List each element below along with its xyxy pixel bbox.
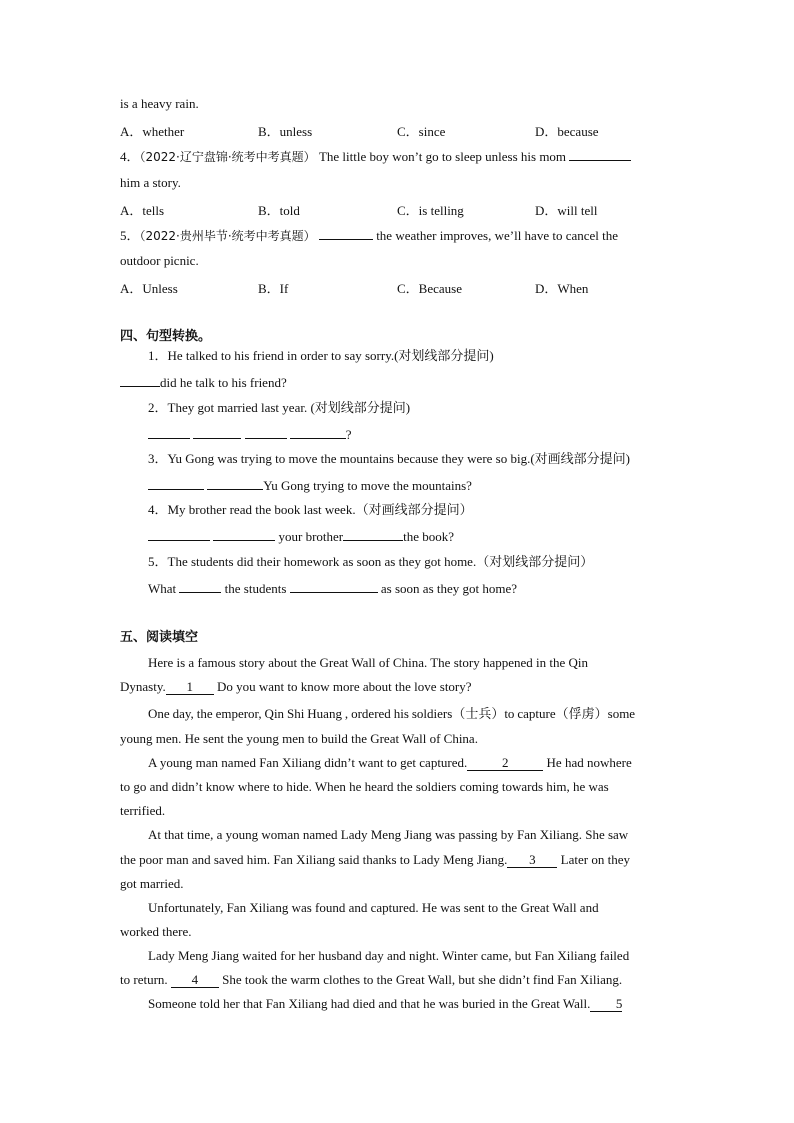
- s4-q1-blank[interactable]: [120, 374, 160, 387]
- section-4-title: 四、句型转换。: [120, 329, 212, 344]
- s4-q4-blank-1[interactable]: [148, 528, 210, 541]
- s5-p4-line-3: got married.: [120, 876, 184, 891]
- s5-p2-line-2: young men. He sent the young men to build the Great Wall of China.: [120, 731, 478, 746]
- s4-q5-a: What: [148, 581, 177, 596]
- q4-stem: [120, 148, 631, 165]
- s4-q4-mid: your brother: [278, 529, 344, 544]
- s4-q2-end: ?: [345, 427, 352, 442]
- s5-p3-line-2: to go and didn’t know where to hide. When he heard the soldiers coming towards him, he was: [120, 779, 609, 794]
- s5-blank-3[interactable]: 3: [507, 853, 557, 868]
- q5-option-a: A．Unless: [120, 281, 178, 296]
- s5-p5-line-1: Unfortunately, Fan Xiliang was found and captured. He was sent to the Great Wall and: [148, 900, 599, 915]
- q3-options: [120, 121, 680, 137]
- s5-blank-4[interactable]: 4: [171, 973, 219, 988]
- q4-number: 4．: [120, 149, 140, 164]
- s4-q2-blank-3[interactable]: [245, 426, 287, 439]
- s5-p4-pre: the poor man and saved him. Fan Xiliang said thanks to Lady Meng Jiang.: [120, 852, 508, 867]
- s4-q3-answer-text: Yu Gong trying to move the mountains?: [263, 478, 472, 493]
- q3-continuation: is a heavy rain.: [120, 96, 199, 111]
- q5-options: [120, 278, 680, 294]
- q5-text: the weather improves, we’ll have to cancel the: [376, 228, 619, 243]
- q4-option-a: A．tells: [120, 203, 165, 218]
- s4-q3-blank-2[interactable]: [207, 477, 263, 490]
- s5-p7-line-1: [148, 996, 622, 1012]
- s5-p3-pre: A young man named Fan Xiliang didn’t want to get captured.: [148, 755, 468, 770]
- s5-p4-post: Later on they: [560, 852, 630, 867]
- s5-p3-post: He had nowhere: [546, 755, 632, 770]
- s4-q4-answer: [148, 528, 454, 545]
- s5-p3-line-3: terrified.: [120, 803, 166, 818]
- q4-option-b: B．told: [258, 203, 300, 218]
- s4-q2-answer: [148, 426, 352, 443]
- section-5-title: 五、阅读填空: [120, 630, 199, 645]
- s4-q5-b: the students: [224, 581, 287, 596]
- s4-q5-c: as soon as they got home?: [380, 581, 518, 596]
- s4-q5-blank-1[interactable]: [179, 580, 221, 593]
- q5-option-d: D．When: [535, 281, 589, 296]
- s4-q2-blank-1[interactable]: [148, 426, 190, 439]
- s5-p1-line-1: Here is a famous story about the Great Wall of China. The story happened in the Qin: [148, 655, 589, 670]
- s5-p5-line-2: worked there.: [120, 924, 192, 939]
- s4-q2: 2．They got married last year. (对划线部分提问): [148, 400, 411, 415]
- q5-continuation: outdoor picnic.: [120, 253, 199, 268]
- s4-q4: 4．My brother read the book last week.（对画线部分提问）: [148, 502, 473, 517]
- s4-q1-answer-text: did he talk to his friend?: [160, 375, 287, 390]
- q3-option-a: A．whether: [120, 124, 185, 139]
- q4-options: [120, 200, 680, 216]
- q3-option-d: D．because: [535, 124, 599, 139]
- q4-option-d: D．will tell: [535, 203, 598, 218]
- q3-option-c: C．since: [397, 124, 446, 139]
- s5-p1-post: Do you want to know more about the love story?: [217, 679, 472, 694]
- s5-p3-line-1: [148, 755, 632, 771]
- s4-q4-blank-2[interactable]: [213, 528, 275, 541]
- q4-option-c: C．is telling: [397, 203, 464, 218]
- s4-q5: 5．The students did their homework as soon as they got home.（对划线部分提问）: [148, 554, 594, 569]
- q5-number: 5．: [120, 228, 140, 243]
- s5-blank-5[interactable]: 5: [590, 997, 622, 1012]
- s5-p4-line-1: At that time, a young woman named Lady Meng Jiang was passing by Fan Xiliang. She saw: [148, 827, 629, 842]
- s5-blank-1[interactable]: 1: [166, 680, 214, 695]
- s5-p7-pre: Someone told her that Fan Xiliang had died and that he was buried in the Great Wall.: [148, 996, 591, 1011]
- s5-p6-line-1: Lady Meng Jiang waited for her husband day and night. Winter came, but Fan Xiliang failed: [148, 948, 630, 963]
- s5-blank-2[interactable]: 2: [467, 756, 543, 771]
- s5-p6-post: She took the warm clothes to the Great Wall, but she didn’t find Fan Xiliang.: [222, 972, 623, 987]
- q5-blank[interactable]: [319, 227, 373, 240]
- s4-q5-blank-2[interactable]: [290, 580, 378, 593]
- s4-q1: 1．He talked to his friend in order to say sorry.(对划线部分提问): [148, 348, 494, 363]
- s5-p1-pre: Dynasty.: [120, 679, 166, 694]
- q4-continuation: him a story.: [120, 175, 181, 190]
- q3-option-b: B．unless: [258, 124, 313, 139]
- s5-p1-line-2: [120, 679, 472, 695]
- s5-p2-line-1: One day, the emperor, Qin Shi Huang , ordered his soldiers（士兵）to capture（俘虏）some: [148, 706, 636, 721]
- s4-q3-answer: [148, 477, 472, 494]
- q4-blank[interactable]: [569, 148, 631, 161]
- s4-q2-blank-2[interactable]: [193, 426, 241, 439]
- s4-q1-answer: [120, 374, 287, 391]
- q5-option-c: C．Because: [397, 281, 462, 296]
- q5-source: （2022·贵州毕节·统考中考真题）: [139, 229, 316, 243]
- s4-q3-blank-1[interactable]: [148, 477, 204, 490]
- s4-q5-answer: [148, 580, 517, 597]
- s4-q3: 3．Yu Gong was trying to move the mountains because they were so big.(对画线部分提问): [148, 451, 631, 466]
- q4-text: The little boy won’t go to sleep unless his mom: [318, 149, 567, 164]
- s4-q4-blank-3[interactable]: [343, 528, 403, 541]
- s5-p6-line-2: [120, 972, 622, 988]
- s5-p6-pre: to return.: [120, 972, 168, 987]
- q5-stem: [120, 227, 618, 244]
- s4-q2-blank-4[interactable]: [290, 426, 346, 439]
- s4-q4-end: the book?: [403, 529, 455, 544]
- q5-option-b: B．If: [258, 281, 289, 296]
- q4-source: （2022·辽宁盘锦·统考中考真题）: [139, 150, 316, 164]
- s5-p4-line-2: [120, 852, 630, 868]
